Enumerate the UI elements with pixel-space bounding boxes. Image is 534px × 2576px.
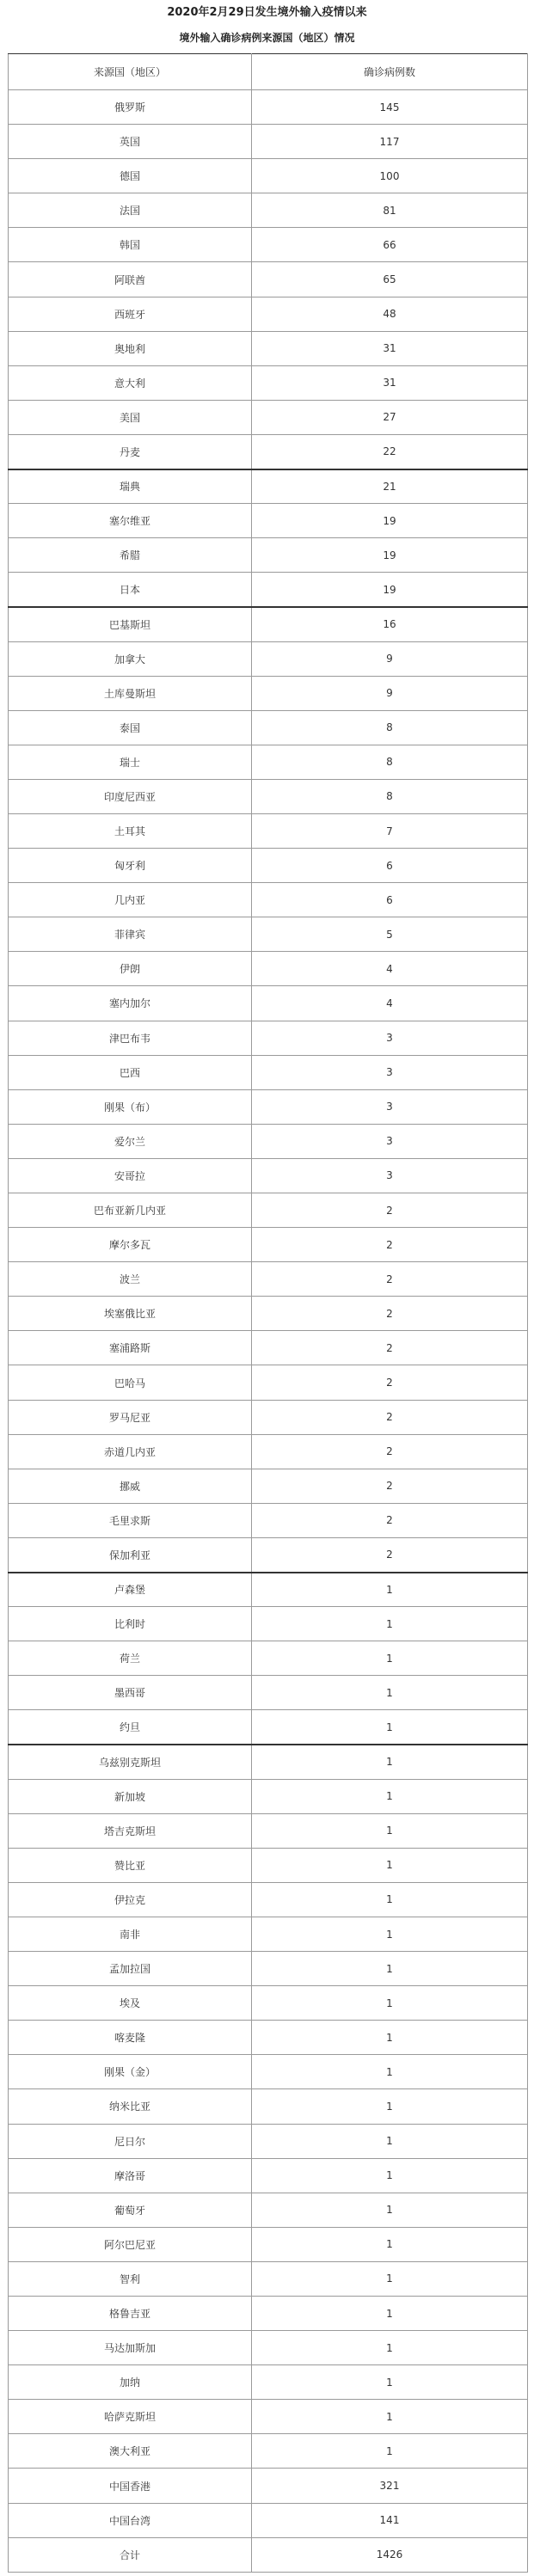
country-cell: 希腊 (9, 538, 252, 573)
country-cell: 波兰 (9, 1262, 252, 1297)
cases-cell: 1 (252, 1710, 528, 1745)
country-cell: 中国香港 (9, 2469, 252, 2503)
cases-cell: 31 (252, 365, 528, 400)
table-row (9, 1745, 528, 1779)
cases-cell: 1 (252, 2297, 528, 2331)
country-cell: 美国 (9, 400, 252, 434)
country-cell: 尼日尔 (9, 2124, 252, 2158)
table-row (9, 813, 528, 848)
table-row (9, 1503, 528, 1537)
table-row (9, 710, 528, 745)
cases-cell: 4 (252, 986, 528, 1021)
cases-cell: 66 (252, 228, 528, 262)
cases-cell: 3 (252, 1089, 528, 1124)
cases-cell: 117 (252, 125, 528, 159)
table-row (9, 1158, 528, 1193)
country-cell: 泰国 (9, 710, 252, 745)
table-row (9, 2365, 528, 2400)
table-row (9, 952, 528, 986)
cases-cell: 8 (252, 710, 528, 745)
cases-cell: 1 (252, 2193, 528, 2227)
table-row (9, 504, 528, 538)
country-cell: 塞尔维亚 (9, 504, 252, 538)
country-cell: 纳米比亚 (9, 2089, 252, 2124)
country-cell: 马达加斯加 (9, 2331, 252, 2365)
table-row (9, 1434, 528, 1469)
country-cell: 阿联酋 (9, 262, 252, 297)
country-cell: 菲律宾 (9, 917, 252, 952)
column-header-country: 来源国（地区） (9, 54, 252, 90)
table-row (9, 986, 528, 1021)
cases-cell: 1 (252, 1882, 528, 1917)
country-cell: 罗马尼亚 (9, 1400, 252, 1434)
table-row (9, 2021, 528, 2055)
country-cell: 法国 (9, 193, 252, 228)
table-row (9, 1813, 528, 1848)
table-row (9, 745, 528, 779)
country-cell: 匈牙利 (9, 849, 252, 883)
table-row (9, 849, 528, 883)
cases-cell: 1 (252, 2400, 528, 2434)
table-row (9, 1917, 528, 1951)
table-row (9, 1882, 528, 1917)
table-row (9, 434, 528, 469)
cases-cell: 1 (252, 1952, 528, 1986)
country-cell: 孟加拉国 (9, 1952, 252, 1986)
country-cell: 巴哈马 (9, 1365, 252, 1400)
cases-cell: 21 (252, 469, 528, 504)
cases-cell: 19 (252, 504, 528, 538)
country-cell: 新加坡 (9, 1779, 252, 1813)
cases-cell: 3 (252, 1021, 528, 1055)
table-row (9, 917, 528, 952)
country-cell: 智利 (9, 2261, 252, 2296)
country-cell: 俄罗斯 (9, 90, 252, 125)
country-cell: 几内亚 (9, 883, 252, 917)
cases-table-container (8, 53, 527, 2573)
table-row (9, 2537, 528, 2572)
cases-cell: 4 (252, 952, 528, 986)
column-header-cases: 确诊病例数 (252, 54, 528, 90)
cases-cell: 1 (252, 2365, 528, 2400)
table-row (9, 2469, 528, 2503)
cases-cell: 2 (252, 1262, 528, 1297)
cases-cell: 2 (252, 1297, 528, 1331)
cases-cell: 1 (252, 2089, 528, 2124)
table-row (9, 262, 528, 297)
country-cell: 南非 (9, 1917, 252, 1951)
table-row (9, 607, 528, 641)
cases-cell: 1 (252, 1607, 528, 1641)
country-cell: 巴布亚新几内亚 (9, 1193, 252, 1228)
country-cell: 安哥拉 (9, 1158, 252, 1193)
country-cell: 合计 (9, 2537, 252, 2572)
cases-cell: 1 (252, 2021, 528, 2055)
country-cell: 瑞典 (9, 469, 252, 504)
country-cell: 中国台湾 (9, 2503, 252, 2537)
cases-cell: 1 (252, 1573, 528, 1607)
cases-cell: 2 (252, 1469, 528, 1503)
table-row (9, 1365, 528, 1400)
country-cell: 奥地利 (9, 331, 252, 365)
table-row (9, 1124, 528, 1158)
table-row (9, 2124, 528, 2158)
table-row (9, 573, 528, 607)
country-cell: 西班牙 (9, 297, 252, 331)
table-row (9, 1469, 528, 1503)
cases-cell: 1 (252, 1641, 528, 1676)
country-cell: 阿尔巴尼亚 (9, 2227, 252, 2261)
cases-cell: 2 (252, 1434, 528, 1469)
cases-cell: 1 (252, 1917, 528, 1951)
table-row (9, 228, 528, 262)
cases-cell: 2 (252, 1365, 528, 1400)
table-row (9, 2503, 528, 2537)
cases-cell: 2 (252, 1228, 528, 1262)
cases-cell: 27 (252, 400, 528, 434)
country-cell: 比利时 (9, 1607, 252, 1641)
country-cell: 日本 (9, 573, 252, 607)
cases-cell: 5 (252, 917, 528, 952)
cases-cell: 3 (252, 1158, 528, 1193)
cases-cell: 2 (252, 1503, 528, 1537)
country-cell: 葡萄牙 (9, 2193, 252, 2227)
table-row (9, 1228, 528, 1262)
table-row (9, 1986, 528, 2021)
country-cell: 毛里求斯 (9, 1503, 252, 1537)
cases-cell: 7 (252, 813, 528, 848)
table-row (9, 125, 528, 159)
cases-cell: 2 (252, 1331, 528, 1365)
country-cell: 土耳其 (9, 813, 252, 848)
cases-cell: 31 (252, 331, 528, 365)
country-cell: 喀麦隆 (9, 2021, 252, 2055)
cases-cell: 1 (252, 2261, 528, 2296)
cases-cell: 19 (252, 538, 528, 573)
table-row (9, 1193, 528, 1228)
cases-cell: 1 (252, 2055, 528, 2089)
country-cell: 巴西 (9, 1055, 252, 1089)
country-cell: 韩国 (9, 228, 252, 262)
table-row (9, 1262, 528, 1297)
table-row (9, 641, 528, 676)
country-cell: 赤道几内亚 (9, 1434, 252, 1469)
country-cell: 格鲁吉亚 (9, 2297, 252, 2331)
country-cell: 摩尔多瓦 (9, 1228, 252, 1262)
country-cell: 埃及 (9, 1986, 252, 2021)
country-cell: 加拿大 (9, 641, 252, 676)
cases-cell: 1 (252, 2331, 528, 2365)
page-subtitle: 境外输入确诊病例来源国（地区）情况 (179, 32, 355, 44)
country-cell: 塞浦路斯 (9, 1331, 252, 1365)
table-row (9, 2297, 528, 2331)
page-title: 2020年2月29日发生境外输入疫情以来 (167, 6, 367, 19)
country-cell: 挪威 (9, 1469, 252, 1503)
table-row (9, 1400, 528, 1434)
cases-cell: 1 (252, 1779, 528, 1813)
cases-cell: 22 (252, 434, 528, 469)
table-row (9, 1297, 528, 1331)
cases-cell: 1 (252, 1813, 528, 1848)
cases-cell: 2 (252, 1400, 528, 1434)
table-row (9, 779, 528, 813)
cases-cell: 1426 (252, 2537, 528, 2572)
country-cell: 瑞士 (9, 745, 252, 779)
cases-cell: 1 (252, 2227, 528, 2261)
cases-cell: 9 (252, 641, 528, 676)
country-cell: 伊拉克 (9, 1882, 252, 1917)
country-cell: 英国 (9, 125, 252, 159)
cases-cell: 1 (252, 1676, 528, 1710)
table-row (9, 331, 528, 365)
cases-cell: 8 (252, 779, 528, 813)
cases-cell: 1 (252, 1848, 528, 1882)
table-row (9, 2434, 528, 2469)
table-row (9, 883, 528, 917)
cases-cell: 145 (252, 90, 528, 125)
cases-cell: 65 (252, 262, 528, 297)
table-row (9, 1331, 528, 1365)
cases-cell: 1 (252, 2434, 528, 2469)
cases-cell: 2 (252, 1193, 528, 1228)
country-cell: 爱尔兰 (9, 1124, 252, 1158)
country-cell: 荷兰 (9, 1641, 252, 1676)
table-row (9, 2331, 528, 2365)
table-row (9, 90, 528, 125)
table-row (9, 2055, 528, 2089)
country-cell: 保加利亚 (9, 1537, 252, 1572)
table-row (9, 469, 528, 504)
cases-cell: 2 (252, 1537, 528, 1572)
country-cell: 墨西哥 (9, 1676, 252, 1710)
cases-cell: 6 (252, 883, 528, 917)
cases-cell: 19 (252, 573, 528, 607)
table-row (9, 1710, 528, 1745)
table-row (9, 1089, 528, 1124)
country-cell: 刚果（布） (9, 1089, 252, 1124)
cases-cell: 16 (252, 607, 528, 641)
cases-cell: 3 (252, 1055, 528, 1089)
table-row (9, 538, 528, 573)
country-cell: 赞比亚 (9, 1848, 252, 1882)
country-cell: 土库曼斯坦 (9, 676, 252, 710)
table-row (9, 1021, 528, 1055)
table-row (9, 2227, 528, 2261)
country-cell: 德国 (9, 159, 252, 193)
cases-cell: 141 (252, 2503, 528, 2537)
country-cell: 伊朗 (9, 952, 252, 986)
table-row (9, 159, 528, 193)
cases-cell: 9 (252, 676, 528, 710)
table-row (9, 2261, 528, 2296)
country-cell: 摩洛哥 (9, 2158, 252, 2193)
cases-cell: 81 (252, 193, 528, 228)
country-cell: 哈萨克斯坦 (9, 2400, 252, 2434)
table-body (9, 90, 528, 2573)
country-cell: 卢森堡 (9, 1573, 252, 1607)
table-row (9, 297, 528, 331)
table-row (9, 1573, 528, 1607)
cases-cell: 100 (252, 159, 528, 193)
cases-cell: 1 (252, 2158, 528, 2193)
country-cell: 乌兹别克斯坦 (9, 1745, 252, 1779)
cases-cell: 1 (252, 2124, 528, 2158)
table-row (9, 400, 528, 434)
country-cell: 加纳 (9, 2365, 252, 2400)
country-cell: 津巴布韦 (9, 1021, 252, 1055)
table-row (9, 365, 528, 400)
country-cell: 巴基斯坦 (9, 607, 252, 641)
table-row (9, 2193, 528, 2227)
table-row (9, 193, 528, 228)
table-row (9, 1952, 528, 1986)
cases-cell: 6 (252, 849, 528, 883)
table-row (9, 2158, 528, 2193)
cases-cell: 48 (252, 297, 528, 331)
country-cell: 塔吉克斯坦 (9, 1813, 252, 1848)
table-row (9, 1537, 528, 1572)
country-cell: 埃塞俄比亚 (9, 1297, 252, 1331)
table-row (9, 2089, 528, 2124)
country-cell: 刚果（金） (9, 2055, 252, 2089)
cases-cell: 1 (252, 1745, 528, 1779)
cases-cell: 321 (252, 2469, 528, 2503)
table-header-row (9, 54, 528, 90)
table-row (9, 676, 528, 710)
table-row (9, 1848, 528, 1882)
cases-cell: 1 (252, 1986, 528, 2021)
cases-cell: 8 (252, 745, 528, 779)
country-cell: 丹麦 (9, 434, 252, 469)
country-cell: 塞内加尔 (9, 986, 252, 1021)
country-cell: 澳大利亚 (9, 2434, 252, 2469)
cases-cell: 3 (252, 1124, 528, 1158)
country-cell: 意大利 (9, 365, 252, 400)
table-row (9, 1607, 528, 1641)
country-cell: 约旦 (9, 1710, 252, 1745)
table-row (9, 1779, 528, 1813)
table-row (9, 2400, 528, 2434)
table-row (9, 1641, 528, 1676)
table-row (9, 1676, 528, 1710)
country-cell: 印度尼西亚 (9, 779, 252, 813)
table-row (9, 1055, 528, 1089)
cases-table (8, 53, 528, 2573)
